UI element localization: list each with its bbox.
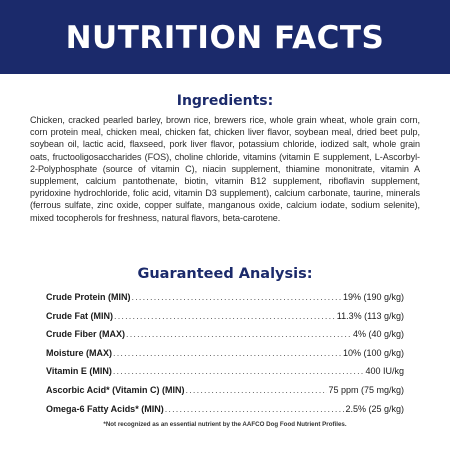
guaranteed-analysis-heading: Guaranteed Analysis: <box>137 266 313 282</box>
analysis-value: 11.3% (113 g/kg) <box>336 310 404 321</box>
analysis-row-omega-6 <box>46 404 404 423</box>
analysis-row-crude-protein <box>46 292 404 311</box>
guaranteed-analysis-table <box>46 292 404 422</box>
analysis-label: Vitamin E (MIN) <box>46 366 112 377</box>
dot-leader <box>132 292 342 302</box>
analysis-label: Crude Fat (MIN) <box>46 310 113 321</box>
analysis-row-ascorbic-acid <box>46 385 404 404</box>
analysis-row-moisture <box>46 348 404 367</box>
analysis-label: Moisture (MAX) <box>46 347 112 358</box>
analysis-label: Ascorbic Acid* (Vitamin C) (MIN) <box>46 384 185 395</box>
ingredients-heading: Ingredients: <box>176 93 274 109</box>
analysis-label: Crude Protein (MIN) <box>46 292 131 302</box>
analysis-label: Omega-6 Fatty Acids* (MIN) <box>46 403 164 414</box>
footnote: *Not recognized as an essential nutrient by the AAFCO Dog Food Nutrient Profiles. <box>103 421 347 428</box>
dot-leader <box>186 385 328 395</box>
analysis-value: 4% (40 g/kg) <box>352 329 404 340</box>
dot-leader <box>165 404 345 414</box>
dot-leader <box>114 311 336 321</box>
analysis-label: Crude Fiber (MAX) <box>46 329 126 340</box>
dot-leader <box>126 329 352 339</box>
analysis-row-crude-fat <box>46 311 404 330</box>
analysis-value: 10% (100 g/kg) <box>342 347 404 358</box>
analysis-value: 19% (190 g/kg) <box>342 292 404 302</box>
analysis-value: 400 IU/kg <box>365 366 404 377</box>
header-banner <box>0 0 450 74</box>
dot-leader <box>113 348 342 358</box>
dot-leader <box>113 366 365 376</box>
analysis-value: 2.5% (25 g/kg) <box>345 403 404 414</box>
analysis-row-crude-fiber <box>46 329 404 348</box>
page-title: NUTRITION FACTS <box>65 20 385 56</box>
analysis-value: 75 ppm (75 mg/kg) <box>328 384 404 395</box>
analysis-row-vitamin-e <box>46 366 404 385</box>
ingredients-list: Chicken, cracked pearled barley, brown rice, brewers rice, whole grain wheat, whole grain corn, corn protein meal, chicken meal, chicken fat, chicken liver flavor, soybean meal, dried beet pulp, soybean oil, lactic acid, flaxseed, pork liver flavor, potassium chloride, iodized salt, whole grain oats, fructooligosaccharides (FOS), choline chloride, vitamins (vitamin E supplement, L-Ascorbyl-2-Polyphosphate (source of vitamin C), niacin supplement, thiamine mononitrate, vitamin A supplement, calcium pantothenate, biotin, vitamin B12 supplement, riboflavin supplement, pyridoxine hydrochloride, folic acid, vitamin D3 supplement), calcium carbonate, taurine, minerals (ferrous sulfate, zinc oxide, copper sulfate, manganous oxide, calcium iodate, sodium selenite), mixed tocopherols for freshness, natural flavors, beta-carotene. <box>30 115 420 223</box>
